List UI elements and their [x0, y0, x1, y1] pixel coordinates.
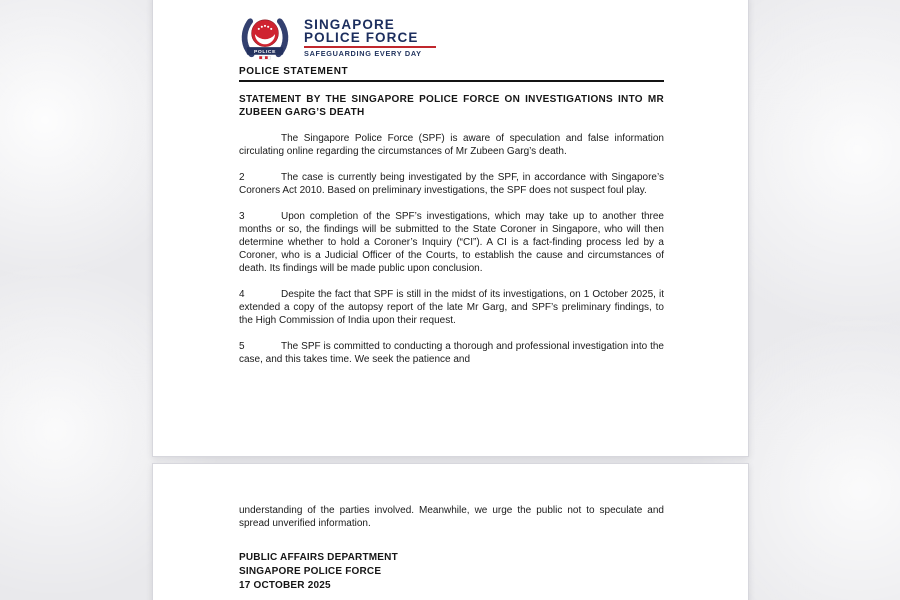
signature-block [239, 551, 664, 593]
spf-crest-icon [239, 15, 291, 61]
crest-banner-text: POLICE [254, 49, 276, 56]
paragraph-4 [239, 288, 664, 327]
paragraph-3 [239, 210, 664, 275]
spf-logo [239, 15, 664, 61]
signature-date: 17 OCTOBER 2025 [239, 580, 331, 591]
paragraph-5 [239, 340, 664, 366]
signature-department: PUBLIC AFFAIRS DEPARTMENT [239, 552, 398, 563]
spf-wordmark [304, 18, 436, 57]
police-statement-label: POLICE STATEMENT [239, 66, 349, 77]
paragraph-3-number: 3 [239, 211, 245, 222]
paragraph-2 [239, 171, 664, 197]
statement-page-1 [152, 0, 749, 457]
wordmark-red-rule [304, 46, 436, 48]
paragraph-3-text: Upon completion of the SPF’s investigations, which may take up to another three months or so, the findings will be submitted to the State Coroner in Singapore, who will then determine whether to hold a Coroner’s Inquiry (“CI”). A CI is a fact-finding process led by a Coroner, who is a Judicial Officer of the Courts, to establish the cause and circumstances of death. Its findings will be made public upon conclusion. [239, 211, 664, 274]
statement-title: STATEMENT BY THE SINGAPORE POLICE FORCE ON INVESTIGATIONS INTO MR ZUBEEN GARG’S DEATH [239, 94, 664, 118]
paragraph-5-continuation: understanding of the parties involved. Meanwhile, we urge the public not to speculate and spread unverified information. [239, 505, 664, 529]
header-divider [239, 80, 664, 82]
paragraph-2-text: The case is currently being investigated by the SPF, in accordance with Singapore’s Coroners Act 2010. Based on preliminary investigations, the SPF does not suspect foul play. [239, 172, 664, 196]
wordmark-line-2: POLICE FORCE [304, 30, 419, 46]
wordmark-tagline: SAFEGUARDING EVERY DAY [304, 49, 422, 59]
paragraph-4-text: Despite the fact that SPF is still in the midst of its investigations, on 1 October 2025, it extended a copy of the autopsy report of the late Mr Garg, and SPF’s preliminary findings, to the High Commission of India upon their request. [239, 289, 664, 326]
paragraph-5-number: 5 [239, 341, 245, 352]
wordmark-line-1: SINGAPORE [304, 17, 395, 33]
paragraph-1-text: The Singapore Police Force (SPF) is aware of speculation and false information circulating online regarding the circumstances of Mr Zubeen Garg’s death. [239, 133, 664, 157]
paragraph-2-number: 2 [239, 172, 245, 183]
signature-organisation: SINGAPORE POLICE FORCE [239, 566, 382, 577]
paragraph-1 [239, 132, 664, 158]
paragraph-4-number: 4 [239, 289, 245, 300]
statement-page-2 [152, 463, 749, 600]
paragraph-5-text: The SPF is committed to conducting a thorough and professional investigation into the case, and this takes time. We seek the patience and [239, 341, 664, 365]
